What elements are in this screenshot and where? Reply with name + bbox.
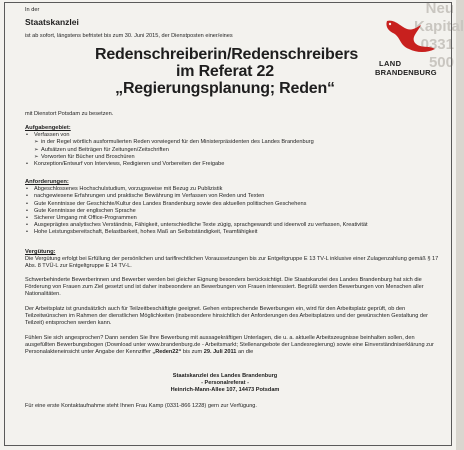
list-item: • Verfassen von xyxy=(26,132,70,139)
list-item-text: Konzeption/Entwurf von Interviews, Redigieren und Vorbereiten der Freigabe xyxy=(34,161,225,168)
deadline-date: 29. Juli 2011 xyxy=(203,349,237,356)
bleed-text: 500 xyxy=(428,54,454,71)
header-in-der: In der xyxy=(25,7,40,13)
sub-list-item: ➢ Vorworten für Bücher und Broschüren xyxy=(34,153,135,160)
land-brandenburg-logo xyxy=(377,15,443,79)
header-intro: ist ab sofort, längstens befristet bis zum 30. Juni 2015, der Dienstposten einer/eines xyxy=(25,33,233,39)
list-item: • Gute Kenntnisse der englischen Sprache xyxy=(26,207,136,214)
list-item: • Ausgeprägtes analytisches Verständnis, Fähigkeit, unterschiedliche Texte zügig, sprachgewandt und ideenvoll zu verfassen, Kreativität xyxy=(26,222,368,229)
logo-line1: LAND xyxy=(379,59,402,68)
list-item: • Hohe Leistungsbereitschaft, Belastbarkeit, hohes Maß an Selbstständigkeit, Teamfähigkeit xyxy=(26,229,258,236)
address-block xyxy=(95,373,355,395)
list-item-text: Hohe Leistungsbereitschaft, Belastbarkeit, hohes Maß an Selbstständigkeit, Teamfähigkeit xyxy=(34,229,258,236)
bleed-text: Kapital xyxy=(414,18,464,35)
bewerbung-paragraph xyxy=(25,335,445,357)
header-staatskanzlei: Staatskanzlei xyxy=(25,17,79,27)
bewerbung-text: an die xyxy=(237,349,254,356)
list-item: • Sicherer Umgang mit Office-Programmen xyxy=(26,215,137,222)
job-title-block xyxy=(95,46,359,97)
list-item: • Abgeschlossenes Hochschulstudium, vorzugsweise mit Bezug zu Publizistik xyxy=(26,186,223,193)
list-item-text: Sicherer Umgang mit Office-Programmen xyxy=(34,215,137,222)
logo-line2: BRANDENBURG xyxy=(375,68,437,77)
list-item-text: Gute Kenntnisse der Geschichte/Kultur des Landes Brandenburg sowie des aktuellen politischen Geschehens xyxy=(34,200,307,207)
list-item-text: Aufsätzen und Beiträgen für Zeitungen/Zeitschriften xyxy=(41,146,169,153)
list-item-text: nachgewiesene Erfahrungen und praktische Bewährung im Verfassen von Reden und Texten xyxy=(34,193,265,200)
list-item: • Konzeption/Entwurf von Interviews, Redigieren und Vorbereiten der Freigabe xyxy=(26,161,225,168)
dienstort-text: mit Dienstort Potsdam zu besetzen. xyxy=(25,111,114,117)
address-line: Heinrich-Mann-Allee 107, 14473 Potsdam xyxy=(170,387,280,394)
list-item-text: Verfassen von xyxy=(34,132,70,139)
schwerbehinderte-paragraph: Schwerbehinderte Bewerberinnen und Bewerber werden bei gleicher Eignung besonders berücksichtigt. Die Staatskanzlei des Landes Brandenburg hat sich die Förderung von Frauen zum Ziel gesetzt und ist daher insbesondere an Bewerbungen von Frauen interessiert. Begrüßt werden Bewerbungen von Menschen aller Nationalitäten. xyxy=(25,277,424,298)
verguetung-section xyxy=(25,249,445,271)
list-item-text: Abgeschlossenes Hochschulstudium, vorzugsweise mit Bezug zu Publizistik xyxy=(34,186,223,193)
aufgaben-heading: Aufgabengebiet: xyxy=(25,125,71,131)
sub-list-item: ➢ Aufsätzen und Beiträgen für Zeitungen/Zeitschriften xyxy=(34,146,169,153)
job-ad-frame xyxy=(4,2,464,446)
list-item: • Gute Kenntnisse der Geschichte/Kultur des Landes Brandenburg sowie des aktuellen politischen Geschehens xyxy=(26,200,307,207)
bleed-text: 0331 xyxy=(420,36,454,53)
list-item-text: Gute Kenntnisse der englischen Sprache xyxy=(34,207,136,214)
job-title-line2: im Referat 22 xyxy=(176,63,274,80)
address-line: - Personalreferat - xyxy=(201,380,249,387)
anforderungen-heading: Anforderungen: xyxy=(25,179,69,185)
address-line: Staatskanzlei des Landes Brandenburg xyxy=(172,373,278,379)
aufgaben-section xyxy=(25,125,425,168)
contact-text: Für eine erste Kontaktaufnahme steht Ihnen Frau Kamp (0331-866 1228) gern zur Verfügung. xyxy=(25,403,257,409)
job-title-line3: „Regierungsplanung; Reden“ xyxy=(115,80,335,97)
eagle-icon xyxy=(377,15,443,55)
list-item-text: Vorworten für Bücher und Broschüren xyxy=(41,153,135,160)
anforderungen-section xyxy=(25,179,425,237)
job-title-line1: Redenschreiberin/Redenschreibers xyxy=(95,46,359,63)
bewerbung-text: Fühlen Sie sich angesprochen? Dann senden Sie Ihre Bewerbung mit aussagekräftigen Unterlagen, die u. a. aktuelle Arbeitszeugnisse beinhalten sollen, den ausgefüllten Bewerbungsbogen (Download unter www.brandenburg.de - Arbeitsmarkt; Stellenangebote der Landesregierung) sowie eine Einverständniserklärung zur Personalakteneinsicht unter Angabe der Kennziffer xyxy=(25,335,434,356)
teilzeit-paragraph: Der Arbeitsplatz ist grundsätzlich auch für Teilzeitbeschäftigte geeignet. Gehen entsprechende Bewerbungen ein, wird für den Arbeitsplatz geprüft, ob den Teilzeitwünschen im Rahmen der dienstlichen Möglichkeiten (insbesondere hinsichtlich der Anforderungen des Arbeitsplatzes und der gewünschten Gestaltung der Teilzeit) entsprochen werden kann. xyxy=(25,306,428,327)
kennziffer: „Reden22“ xyxy=(152,349,182,356)
list-item: • nachgewiesene Erfahrungen und praktische Bewährung im Verfassen von Reden und Texten xyxy=(26,193,265,200)
verguetung-heading: Vergütung: xyxy=(25,249,56,255)
bleed-text: Neu xyxy=(425,0,454,17)
bewerbung-text: bis zum xyxy=(182,349,203,356)
verguetung-text: Die Vergütung erfolgt bei Erfüllung der persönlichen und tariflrechtlichen Voraussetzungen bis zur Entgeltgruppe E 13 TV-L inklusive einer Zulagenzahlung gemäß § 17 Abs. 8 TVÜ-L zur Entgeltgruppe E 14 TV-L. xyxy=(25,256,439,270)
sub-list-item: ➢ in der Regel wörtlich ausformulierten Reden vorwiegend für den Ministerpräsidenten des Landes Brandenburg xyxy=(34,139,314,146)
list-item-text: Ausgeprägtes analytisches Verständnis, Fähigkeit, unterschiedliche Texte zügig, sprachgewandt und ideenvoll zu verfassen, Kreativität xyxy=(34,222,368,229)
list-item-text: in der Regel wörtlich ausformulierten Reden vorwiegend für den Ministerpräsidenten des Landes Brandenburg xyxy=(41,139,314,146)
